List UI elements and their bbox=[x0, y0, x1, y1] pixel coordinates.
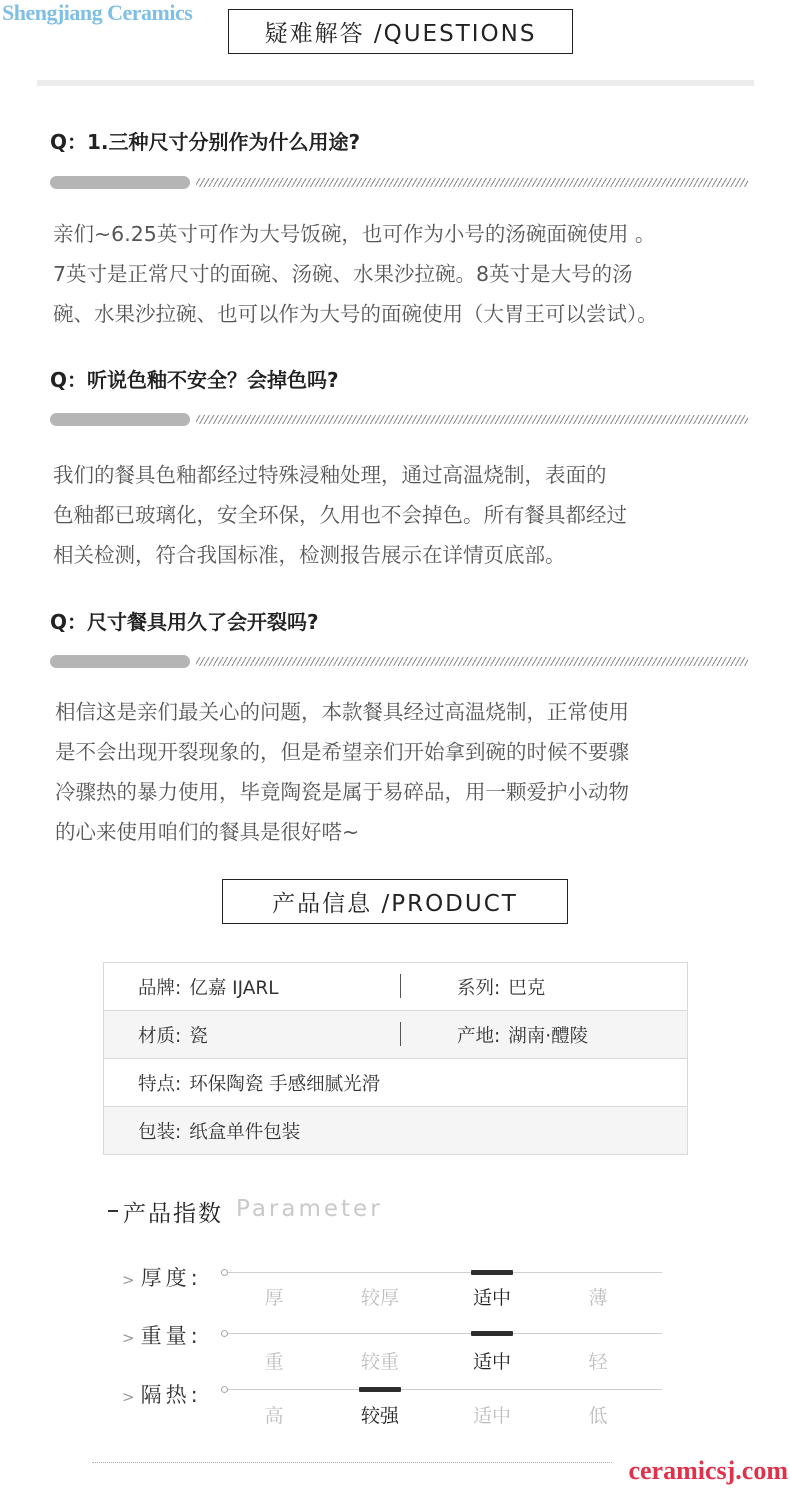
spec-value: 湖南·醴陵 bbox=[508, 1025, 589, 1047]
parameter-option: 较厚 bbox=[360, 1287, 399, 1309]
spec-cell bbox=[399, 963, 688, 1011]
faq-question-1-hatch bbox=[196, 178, 748, 187]
watermark-top: Shengjiang Ceramics bbox=[2, 0, 193, 25]
parameter-option: 较重 bbox=[360, 1351, 399, 1373]
spec-key: 包装: bbox=[138, 1121, 182, 1143]
answer-line: 7英寸是正常尺寸的面碗、汤碗、水果沙拉碗。8英寸是大号的汤 bbox=[53, 262, 633, 286]
spec-key: 材质: bbox=[138, 1025, 182, 1047]
parameter-selected-marker bbox=[359, 1387, 401, 1392]
product-spec-table bbox=[103, 962, 688, 1155]
spec-row bbox=[104, 963, 688, 1011]
faq-question-1-bar bbox=[50, 176, 190, 189]
spec-value: 亿嘉 IJARL bbox=[189, 977, 279, 999]
parameter-scale-line bbox=[226, 1272, 662, 1273]
parameter-selected-marker bbox=[471, 1331, 513, 1336]
spec-key: 特点: bbox=[138, 1073, 182, 1095]
answer-line: 亲们~6.25英寸可作为大号饭碗，也可作为小号的汤碗面碗使用 。 bbox=[53, 222, 656, 246]
faq-answer-1 bbox=[53, 214, 773, 334]
scale-start-dot bbox=[221, 1269, 228, 1276]
parameter-dash bbox=[108, 1210, 118, 1212]
parameter-option: 薄 bbox=[588, 1287, 608, 1309]
parameter-title: 产品指数 bbox=[123, 1201, 223, 1227]
parameter-label-text: 重量: bbox=[140, 1324, 202, 1348]
spec-cell bbox=[104, 963, 400, 1011]
parameter-label bbox=[122, 1262, 202, 1292]
faq-answer-3 bbox=[55, 692, 775, 852]
chevron-right-icon: > bbox=[122, 1388, 135, 1406]
section-divider bbox=[37, 80, 754, 86]
spec-cell bbox=[399, 1011, 688, 1059]
parameter-option: 低 bbox=[588, 1405, 608, 1427]
answer-line: 的心来使用咱们的餐具是很好嗒~ bbox=[55, 820, 360, 844]
product-title: 产品信息 /PRODUCT bbox=[222, 879, 568, 924]
parameter-scale-line bbox=[226, 1389, 662, 1390]
faq-title: 疑难解答 /QUESTIONS bbox=[228, 9, 573, 54]
faq-question-1: Q：1.三种尺寸分别作为什么用途? bbox=[50, 130, 361, 154]
faq-question-2-hatch bbox=[196, 415, 748, 424]
answer-line: 相信这是亲们最关心的问题，本款餐具经过高温烧制，正常使用 bbox=[55, 700, 629, 724]
parameter-option-selected: 适中 bbox=[472, 1287, 511, 1309]
parameter-label-text: 厚度: bbox=[140, 1266, 202, 1290]
answer-line: 碗、水果沙拉碗、也可以作为大号的面碗使用（大胃王可以尝试）。 bbox=[53, 302, 658, 326]
spec-key: 系列: bbox=[457, 977, 501, 999]
parameter-option: 适中 bbox=[472, 1405, 511, 1427]
faq-question-3: Q：尺寸餐具用久了会开裂吗? bbox=[50, 610, 319, 634]
spec-row bbox=[104, 1059, 688, 1107]
spec-cell bbox=[104, 1011, 400, 1059]
faq-question-2: Q：听说色釉不安全？会掉色吗? bbox=[50, 368, 339, 392]
spec-value: 纸盒单件包装 bbox=[189, 1121, 301, 1143]
scale-start-dot bbox=[221, 1386, 228, 1393]
chevron-right-icon: > bbox=[122, 1329, 135, 1347]
watermark-bottom: ceramicsj.com bbox=[628, 1456, 788, 1485]
answer-line: 相关检测，符合我国标准，检测报告展示在详情页底部。 bbox=[53, 543, 566, 567]
spec-row bbox=[104, 1107, 688, 1155]
answer-line: 我们的餐具色釉都经过特殊浸釉处理，通过高温烧制，表面的 bbox=[53, 463, 607, 487]
faq-answer-2 bbox=[53, 455, 773, 575]
parameter-option: 重 bbox=[264, 1351, 284, 1373]
chevron-right-icon: > bbox=[122, 1271, 135, 1289]
spec-key: 品牌: bbox=[138, 977, 182, 999]
answer-line: 是不会出现开裂现象的，但是希望亲们开始拿到碗的时候不要骤 bbox=[55, 740, 629, 764]
parameter-selected-marker bbox=[471, 1270, 513, 1275]
parameter-option: 厚 bbox=[264, 1287, 284, 1309]
parameter-label bbox=[122, 1320, 202, 1350]
parameter-label bbox=[122, 1379, 202, 1409]
parameter-subtitle: Parameter bbox=[236, 1196, 383, 1222]
answer-line: 冷骤热的暴力使用，毕竟陶瓷是属于易碎品，用一颗爱护小动物 bbox=[55, 780, 629, 804]
spec-cell bbox=[104, 1107, 688, 1155]
spec-value: 巴克 bbox=[508, 977, 546, 999]
answer-line: 色釉都已玻璃化，安全环保，久用也不会掉色。所有餐具都经过 bbox=[53, 503, 627, 527]
spec-value: 环保陶瓷 手感细腻光滑 bbox=[189, 1073, 381, 1095]
faq-question-2-bar bbox=[50, 413, 190, 426]
parameter-option-selected: 较强 bbox=[360, 1405, 399, 1427]
spec-separator bbox=[400, 1022, 401, 1046]
spec-key: 产地: bbox=[457, 1025, 501, 1047]
parameter-scale-line bbox=[226, 1333, 662, 1334]
scale-start-dot bbox=[221, 1330, 228, 1337]
spec-separator bbox=[400, 974, 401, 998]
bottom-divider bbox=[92, 1462, 612, 1463]
parameter-option: 高 bbox=[264, 1405, 284, 1427]
faq-question-3-bar bbox=[50, 655, 190, 668]
spec-row bbox=[104, 1011, 688, 1059]
parameter-label-text: 隔热: bbox=[140, 1383, 202, 1407]
parameter-option: 轻 bbox=[588, 1351, 608, 1373]
spec-cell bbox=[104, 1059, 688, 1107]
spec-value: 瓷 bbox=[189, 1025, 208, 1047]
parameter-option-selected: 适中 bbox=[472, 1351, 511, 1373]
faq-question-3-hatch bbox=[196, 657, 748, 666]
